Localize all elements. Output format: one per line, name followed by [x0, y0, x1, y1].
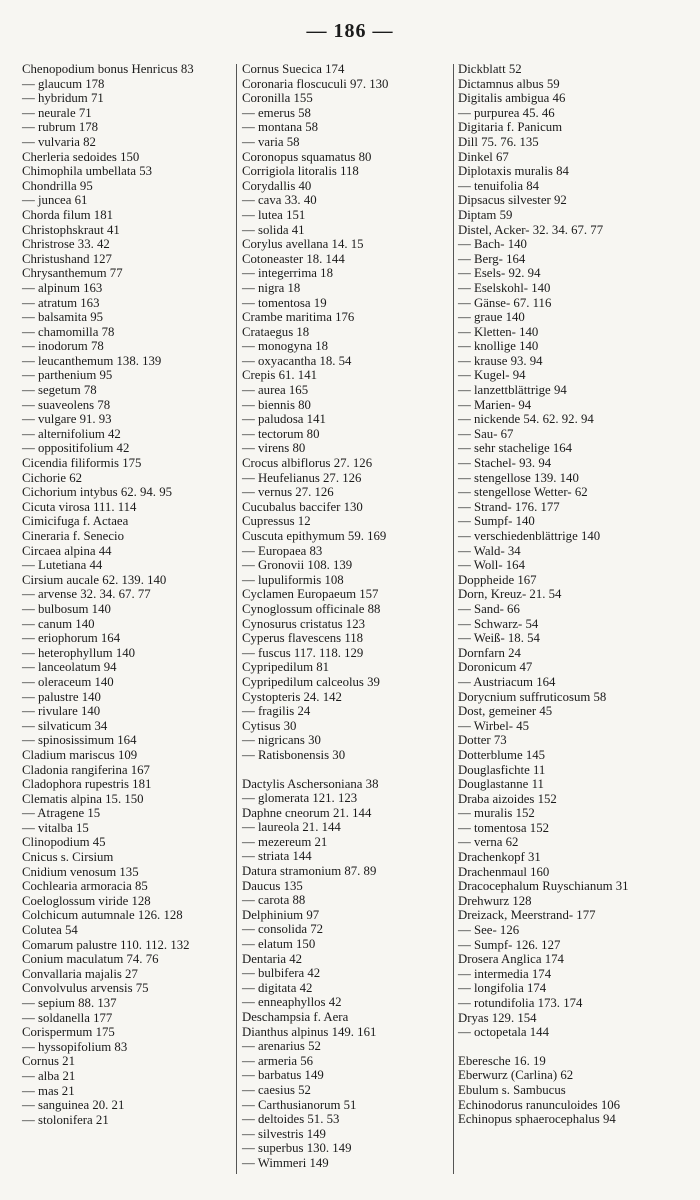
index-entry: Christophskraut 41 — [22, 222, 120, 237]
index-entry: — biennis 80 — [242, 397, 311, 412]
index-entry: Eberesche 16. 19 — [458, 1053, 546, 1068]
index-entry: Drehwurz 128 — [458, 893, 532, 908]
index-entry: — glomerata 121. 123 — [242, 791, 358, 806]
index-entry: — Europaea 83 — [242, 543, 323, 558]
index-entry: — verna 62 — [458, 835, 519, 850]
index-entry: — fragilis 24 — [242, 704, 311, 719]
index-entry: — sanguinea 20. 21 — [22, 1098, 125, 1113]
index-entry: — Eselskohl- 140 — [458, 280, 551, 295]
index-entry: — Wimmeri 149 — [242, 1155, 329, 1170]
index-entry: Cucubalus baccifer 130 — [242, 499, 363, 514]
index-entry: — juncea 61 — [22, 193, 88, 208]
index-entry: Cicendia filiformis 175 — [22, 456, 142, 471]
index-entry: Dorn, Kreuz- 21. 54 — [458, 587, 562, 602]
index-entry: — lanceolatum 94 — [22, 660, 117, 675]
index-entry: Draba aizoides 152 — [458, 791, 557, 806]
index-entry: Daucus 135 — [242, 878, 303, 893]
index-entry: Dickblatt 52 — [458, 62, 522, 76]
index-entry: — deltoides 51. 53 — [242, 1112, 340, 1127]
index-entry: — varia 58 — [242, 134, 300, 149]
index-entry: — Heufelianus 27. 126 — [242, 470, 362, 485]
index-entry: Clematis alpina 15. 150 — [22, 791, 144, 806]
page-number — [0, 20, 700, 43]
index-entry: Colchicum autumnale 126. 128 — [22, 908, 183, 923]
index-entry: — Carthusianorum 51 — [242, 1097, 357, 1112]
index-entry: Cyclamen Europaeum 157 — [242, 587, 379, 602]
index-entry: Delphinium 97 — [242, 907, 320, 922]
index-entry: — rubrum 178 — [22, 120, 99, 135]
index-entry: Christushand 127 — [22, 251, 112, 266]
index-entry: Chrysanthemum 77 — [22, 266, 123, 281]
index-entry: Cichorie 62 — [22, 470, 83, 485]
index-entry: Cherleria sedoides 150 — [22, 149, 140, 164]
index-entry: Comarum palustre 110. 112. 132 — [22, 937, 190, 952]
index-entry: Dipsacus silvester 92 — [458, 193, 567, 208]
index-entry: Cineraria f. Senecio — [22, 529, 124, 543]
index-entry: Daphne cneorum 21. 144 — [242, 805, 372, 820]
index-entry: — spinosissimum 164 — [22, 733, 137, 748]
index-entry: Conium maculatum 74. 76 — [22, 952, 159, 967]
index-entry: — emerus 58 — [242, 105, 311, 120]
index-entry: — stengellose 139. 140 — [458, 470, 579, 485]
section-gap — [458, 1040, 680, 1054]
index-entry: — glaucum 178 — [22, 76, 105, 91]
index-entry: Cichorium intybus 62. 94. 95 — [22, 485, 173, 500]
index-entry: Digitalis ambigua 46 — [458, 91, 566, 106]
index-entry: — Wirbel- 45 — [458, 718, 530, 733]
index-entry: — neurale 71 — [22, 105, 92, 120]
index-entry: Datura stramonium 87. 89 — [242, 864, 377, 879]
index-entry: — oxyacantha 18. 54 — [242, 353, 352, 368]
index-entry: Douglasfichte 11 — [458, 762, 546, 777]
index-entry: — vitalba 15 — [22, 820, 89, 835]
index-entry: — enneaphyllos 42 — [242, 995, 342, 1010]
index-entry: Corrigiola litoralis 118 — [242, 164, 359, 179]
index-entry: Cupressus 12 — [242, 514, 311, 529]
index-entry: — barbatus 149 — [242, 1068, 324, 1083]
index-column-1 — [22, 62, 240, 1127]
index-entry: — bulbifera 42 — [242, 966, 321, 981]
index-entry: Douglastanne 11 — [458, 777, 544, 792]
index-entry: Corydallis 40 — [242, 178, 312, 193]
index-entry: Dreizack, Meerstrand- 177 — [458, 908, 596, 923]
index-entry: — silvaticum 34 — [22, 718, 108, 733]
index-entry: — alba 21 — [22, 1068, 76, 1083]
index-entry: Convallaria majalis 27 — [22, 966, 138, 981]
index-entry: — Austriacum 164 — [458, 674, 556, 689]
index-entry: — inodorum 78 — [22, 339, 104, 354]
index-entry: Dorycnium suffruticosum 58 — [458, 689, 607, 704]
index-entry: — bulbosum 140 — [22, 601, 111, 616]
index-entry: Dryas 129. 154 — [458, 1010, 537, 1025]
index-entry: — Sand- 66 — [458, 601, 520, 616]
index-entry: Cystopteris 24. 142 — [242, 689, 342, 704]
index-entry: Dost, gemeiner 45 — [458, 704, 553, 719]
index-entry: — Bach- 140 — [458, 237, 527, 252]
index-entry: Christrose 33. 42 — [22, 237, 110, 252]
index-entry: — oleraceum 140 — [22, 674, 114, 689]
index-entry: — vulvaria 82 — [22, 134, 96, 149]
page-dash-left: — — [306, 20, 328, 42]
index-entry: — sehr stachelige 164 — [458, 441, 573, 456]
index-entry: Crocus albiflorus 27. 126 — [242, 456, 373, 471]
index-entry: — laureola 21. 144 — [242, 820, 341, 835]
index-entry: Cytisus 30 — [242, 718, 297, 733]
index-entry: Dotterblume 145 — [458, 747, 546, 762]
index-entry: Coronopus squamatus 80 — [242, 149, 372, 164]
index-entry: — alternifolium 42 — [22, 426, 121, 441]
index-column-3 — [458, 62, 680, 1127]
index-entry: Dactylis Aschersoniana 38 — [242, 776, 379, 791]
index-entry: Cnidium venosum 135 — [22, 864, 139, 879]
index-entry: Dotter 73 — [458, 733, 507, 748]
index-entry: — oppositifolium 42 — [22, 441, 130, 456]
index-entry: Diptam 59 — [458, 207, 513, 222]
index-entry: Cirsium aucale 62. 139. 140 — [22, 572, 167, 587]
index-entry: — soldanella 177 — [22, 1010, 113, 1025]
index-entry: — palustre 140 — [22, 689, 101, 704]
index-entry: — tomentosa 152 — [458, 820, 549, 835]
index-entry: — Weiß- 18. 54 — [458, 631, 540, 646]
index-entry: — Lutetiana 44 — [22, 558, 103, 573]
index-entry: — silvestris 149 — [242, 1126, 326, 1141]
index-entry: — leucanthemum 138. 139 — [22, 353, 162, 368]
index-entry: Dictamnus albus 59 — [458, 76, 560, 91]
index-entry: — arvense 32. 34. 67. 77 — [22, 587, 151, 602]
index-entry: Coeloglossum viride 128 — [22, 893, 151, 908]
index-entry: — Gänse- 67. 116 — [458, 295, 552, 310]
index-entry: — superbus 130. 149 — [242, 1141, 352, 1156]
index-entry: — mezereum 21 — [242, 834, 328, 849]
index-entry: — Woll- 164 — [458, 558, 525, 573]
index-entry: Dentaria 42 — [242, 951, 303, 966]
index-entry: — Berg- 164 — [458, 251, 526, 266]
index-entry: Cyperus flavescens 118 — [242, 631, 364, 646]
index-entry: — heterophyllum 140 — [22, 645, 136, 660]
index-entry: — nigricans 30 — [242, 733, 321, 748]
index-entry: — armeria 56 — [242, 1053, 314, 1068]
index-entry: Cladium mariscus 109 — [22, 747, 138, 762]
index-entry: Drachenkopf 31 — [458, 850, 541, 865]
index-entry: Cuscuta epithymum 59. 169 — [242, 529, 387, 543]
index-entry: Cladophora rupestris 181 — [22, 777, 152, 792]
index-entry: — Schwarz- 54 — [458, 616, 539, 631]
index-entry: — monogyna 18 — [242, 339, 329, 354]
index-entry: — octopetala 144 — [458, 1025, 549, 1040]
index-entry: Cotoneaster 18. 144 — [242, 251, 345, 266]
index-entry: — graue 140 — [458, 310, 525, 325]
index-entry: — lupuliformis 108 — [242, 572, 344, 587]
index-entry: — tomentosa 19 — [242, 295, 327, 310]
index-entry: Cimicifuga f. Actaea — [22, 514, 129, 529]
index-entry: — stengellose Wetter- 62 — [458, 485, 588, 500]
index-entry: — verschiedenblättrige 140 — [458, 529, 601, 543]
index-entry: — lanzettblättrige 94 — [458, 383, 567, 398]
index-entry: — montana 58 — [242, 120, 319, 135]
index-entry: Drosera Anglica 174 — [458, 952, 564, 967]
index-entry: — eriophorum 164 — [22, 631, 121, 646]
index-entry: Digitaria f. Panicum — [458, 120, 563, 135]
index-entry: — mas 21 — [22, 1083, 75, 1098]
index-entry: — sepium 88. 137 — [22, 996, 117, 1010]
index-entry: Deschampsia f. Aera — [242, 1010, 349, 1024]
index-entry: — carota 88 — [242, 893, 306, 908]
index-entry: — Esels- 92. 94 — [458, 266, 541, 281]
index-entry: — alpinum 163 — [22, 280, 103, 295]
index-entry: — muralis 152 — [458, 806, 535, 821]
index-entry: — integerrima 18 — [242, 266, 333, 281]
index-entry: Colutea 54 — [22, 923, 78, 938]
index-entry: — Kugel- 94 — [458, 368, 526, 383]
index-entry: — balsamita 95 — [22, 310, 104, 325]
index-entry: — suaveolens 78 — [22, 397, 111, 412]
index-entry: Dianthus alpinus 149. 161 — [242, 1024, 377, 1039]
index-entry: Crambe maritima 176 — [242, 310, 355, 325]
index-entry: — segetum 78 — [22, 383, 97, 398]
page-number-value: 186 — [333, 20, 367, 42]
index-entry: Diplotaxis muralis 84 — [458, 164, 569, 179]
section-gap — [242, 763, 454, 777]
index-entry: — nigra 18 — [242, 280, 301, 295]
index-entry: Distel, Acker- 32. 34. 67. 77 — [458, 222, 604, 237]
index-entry: — Sumpf- 140 — [458, 514, 535, 529]
index-entry: — intermedia 174 — [458, 966, 552, 981]
index-entry: Cynoglossum officinale 88 — [242, 601, 381, 616]
index-entry: Crataegus 18 — [242, 324, 310, 339]
index-entry: — Kletten- 140 — [458, 324, 539, 339]
index-entry: — rivulare 140 — [22, 704, 101, 719]
page-dash-right: — — [372, 20, 394, 42]
index-entry: — See- 126 — [458, 923, 520, 938]
index-entry: — cava 33. 40 — [242, 193, 317, 208]
index-entry: — vernus 27. 126 — [242, 485, 334, 500]
index-entry: — Strand- 176. 177 — [458, 499, 560, 514]
index-entry: — Gronovii 108. 139 — [242, 558, 353, 573]
index-entry: — nickende 54. 62. 92. 94 — [458, 412, 594, 427]
index-entry: — tectorum 80 — [242, 426, 320, 441]
index-entry: — caesius 52 — [242, 1082, 311, 1097]
index-entry: Coronilla 155 — [242, 91, 313, 106]
index-entry: Eberwurz (Carlina) 62 — [458, 1068, 574, 1083]
index-entry: — striata 144 — [242, 849, 312, 864]
index-entry: Clinopodium 45 — [22, 835, 106, 850]
index-entry: Dinkel 67 — [458, 149, 509, 164]
index-entry: Dill 75. 76. 135 — [458, 134, 539, 149]
index-entry: — Atragene 15 — [22, 806, 101, 821]
index-entry: Echinodorus ranunculoides 106 — [458, 1097, 621, 1112]
index-entry: Doppheide 167 — [458, 572, 537, 587]
index-entry: Chenopodium bonus Henricus 83 — [22, 62, 194, 76]
index-column-2 — [242, 62, 454, 1171]
index-entry: Cornus 21 — [22, 1054, 75, 1069]
index-entry: — atratum 163 — [22, 295, 100, 310]
index-entry: Cochlearia armoracia 85 — [22, 879, 148, 894]
index-entry: Cypripedilum 81 — [242, 660, 330, 675]
index-entry: Dornfarn 24 — [458, 645, 521, 660]
index-entry: Circaea alpina 44 — [22, 543, 112, 558]
index-entry: Chondrilla 95 — [22, 178, 93, 193]
index-entry: — fuscus 117. 118. 129 — [242, 645, 364, 660]
index-entry: — Stachel- 93. 94 — [458, 456, 552, 471]
index-entry: Drachenmaul 160 — [458, 864, 550, 879]
index-entry: Cnicus s. Cirsium — [22, 850, 114, 865]
index-entry: — vulgare 91. 93 — [22, 412, 112, 427]
index-entry: — Sau- 67 — [458, 426, 514, 441]
index-entry: — virens 80 — [242, 441, 306, 456]
index-entry: — Ratisbonensis 30 — [242, 747, 346, 762]
index-entry: Doronicum 47 — [458, 660, 533, 675]
index-entry: — lutea 151 — [242, 207, 306, 222]
index-entry: — stolonifera 21 — [22, 1112, 109, 1127]
index-entry: — paludosa 141 — [242, 412, 326, 427]
index-entry: — tenuifolia 84 — [458, 178, 540, 193]
index-entry: — hyssopifolium 83 — [22, 1039, 128, 1054]
index-entry: — parthenium 95 — [22, 368, 113, 383]
index-entry: Chimophila umbellata 53 — [22, 164, 153, 179]
index-entry: — digitata 42 — [242, 980, 313, 995]
index-entry: — aurea 165 — [242, 383, 309, 398]
index-entry: Echinopus sphaerocephalus 94 — [458, 1112, 616, 1127]
index-entry: Cynosurus cristatus 123 — [242, 616, 365, 631]
index-entry: — Wald- 34 — [458, 543, 521, 558]
index-entry: — Sumpf- 126. 127 — [458, 937, 561, 952]
index-entry: — purpurea 45. 46 — [458, 105, 555, 120]
index-entry: — arenarius 52 — [242, 1039, 321, 1054]
index-entry: Crepis 61. 141 — [242, 368, 318, 383]
index-entry: — solida 41 — [242, 222, 305, 237]
index-entry: — elatum 150 — [242, 937, 316, 952]
index-entry: Convolvulus arvensis 75 — [22, 981, 149, 996]
index-entry: Coronaria floscuculi 97. 130 — [242, 76, 389, 91]
index-entry: Cypripedilum calceolus 39 — [242, 674, 380, 689]
index-entry: Cladonia rangiferina 167 — [22, 762, 150, 777]
index-entry: — consolida 72 — [242, 922, 324, 937]
index-entry: Chorda filum 181 — [22, 207, 113, 222]
index-entry: Corispermum 175 — [22, 1025, 115, 1040]
index-entry: Ebulum s. Sambucus — [458, 1082, 566, 1097]
index-entry: Corylus avellana 14. 15 — [242, 237, 364, 252]
index-entry: — Marien- 94 — [458, 397, 532, 412]
index-entry: Cicuta virosa 111. 114 — [22, 499, 137, 514]
index-entry: — hybridum 71 — [22, 91, 104, 106]
index-entry: — longifolia 174 — [458, 981, 547, 996]
index-entry: — krause 93. 94 — [458, 353, 543, 368]
index-entry: Cornus Suecica 174 — [242, 62, 345, 76]
index-entry: — canum 140 — [22, 616, 95, 631]
index-entry: — knollige 140 — [458, 339, 539, 354]
index-entry: — rotundifolia 173. 174 — [458, 996, 583, 1010]
index-entry: — chamomilla 78 — [22, 324, 115, 339]
index-entry: Dracocephalum Ruyschianum 31 — [458, 879, 629, 894]
